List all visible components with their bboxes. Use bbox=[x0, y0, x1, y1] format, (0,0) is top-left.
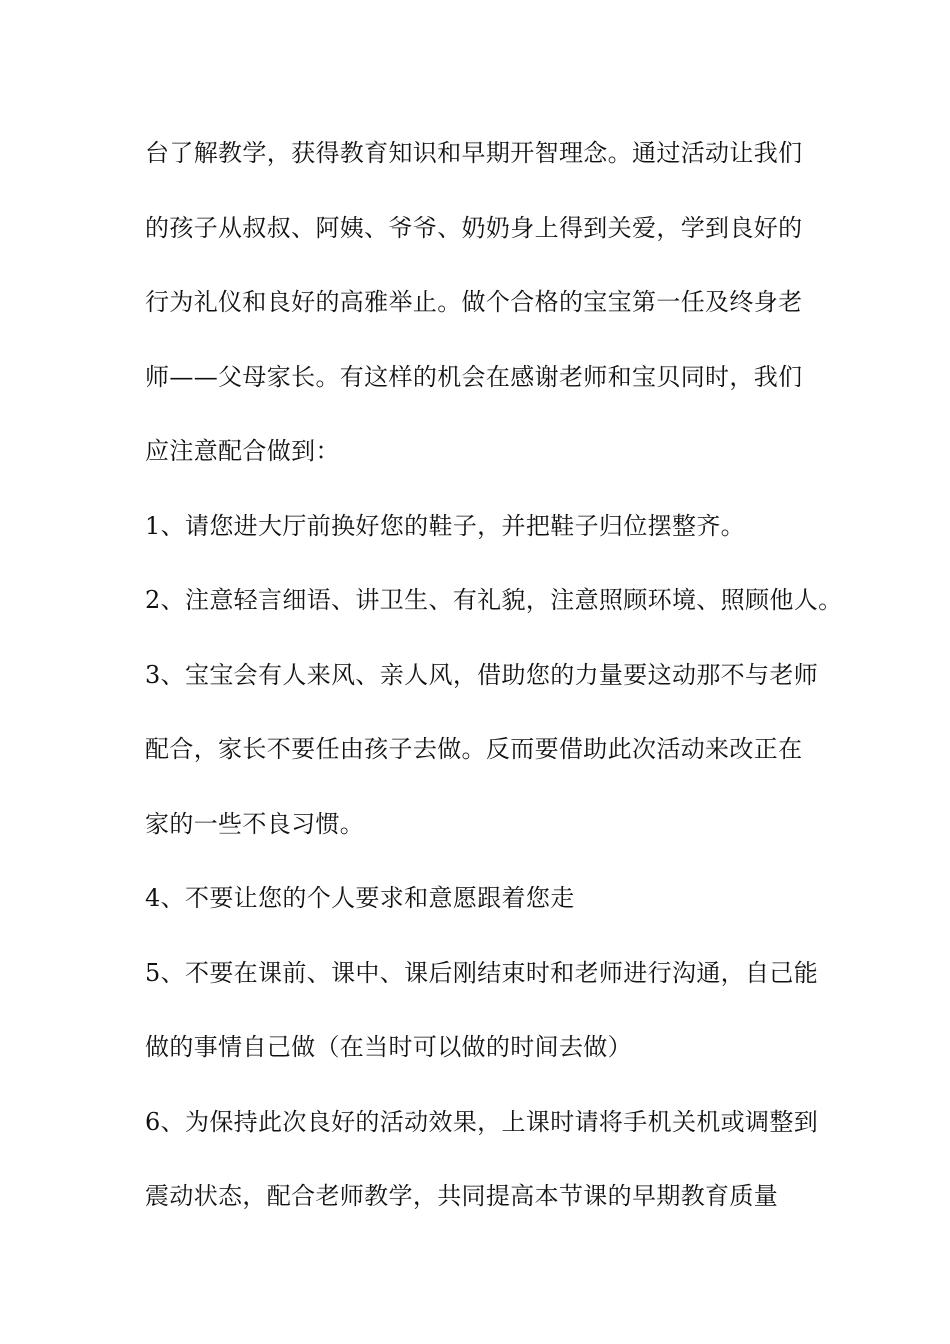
text-line: 做的事情自己做（在当时可以做的时间去做） bbox=[145, 1033, 632, 1061]
text-line: 的孩子从叔叔、阿姨、爷爷、奶奶身上得到关爱，学到良好的 bbox=[145, 213, 803, 242]
list-item-3: 3、宝宝会有人来风、亲人风，借助您的力量要这动那不与老师 bbox=[145, 660, 819, 689]
text-line: 行为礼仪和良好的高雅举止。做个合格的宝宝第一任及终身老 bbox=[145, 288, 803, 316]
text-line: 家的一些不良习惯。 bbox=[145, 809, 365, 838]
body-text bbox=[145, 131, 843, 1249]
list-item-5: 5、不要在课前、课中、课后刚结束时和老师进行沟通，自己能 bbox=[145, 958, 819, 987]
text-line: 师——父母家长。有这样的机会在感谢老师和宝贝同时，我们 bbox=[145, 362, 803, 391]
list-item-4: 4、不要让您的个人要求和意愿跟着您走 bbox=[145, 884, 575, 912]
text-line: 台了解教学，获得教育知识和早期开智理念。通过活动让我们 bbox=[145, 139, 803, 167]
text-line: 震动状态，配合老师教学，共同提高本节课的早期教育质量 bbox=[145, 1182, 779, 1210]
list-item-2: 2、注意轻言细语、讲卫生、有礼貌，注意照顾环境、照顾他人。 bbox=[145, 586, 843, 614]
list-item-6: 6、为保持此次良好的活动效果，上课时请将手机关机或调整到 bbox=[145, 1107, 819, 1136]
text-line: 配合，家长不要任由孩子去做。反而要借助此次活动来改正在 bbox=[145, 735, 803, 763]
list-item-1: 1、请您进大厅前换好您的鞋子，并把鞋子归位摆整齐。 bbox=[145, 511, 746, 540]
text-line: 应注意配合做到： bbox=[145, 437, 340, 465]
